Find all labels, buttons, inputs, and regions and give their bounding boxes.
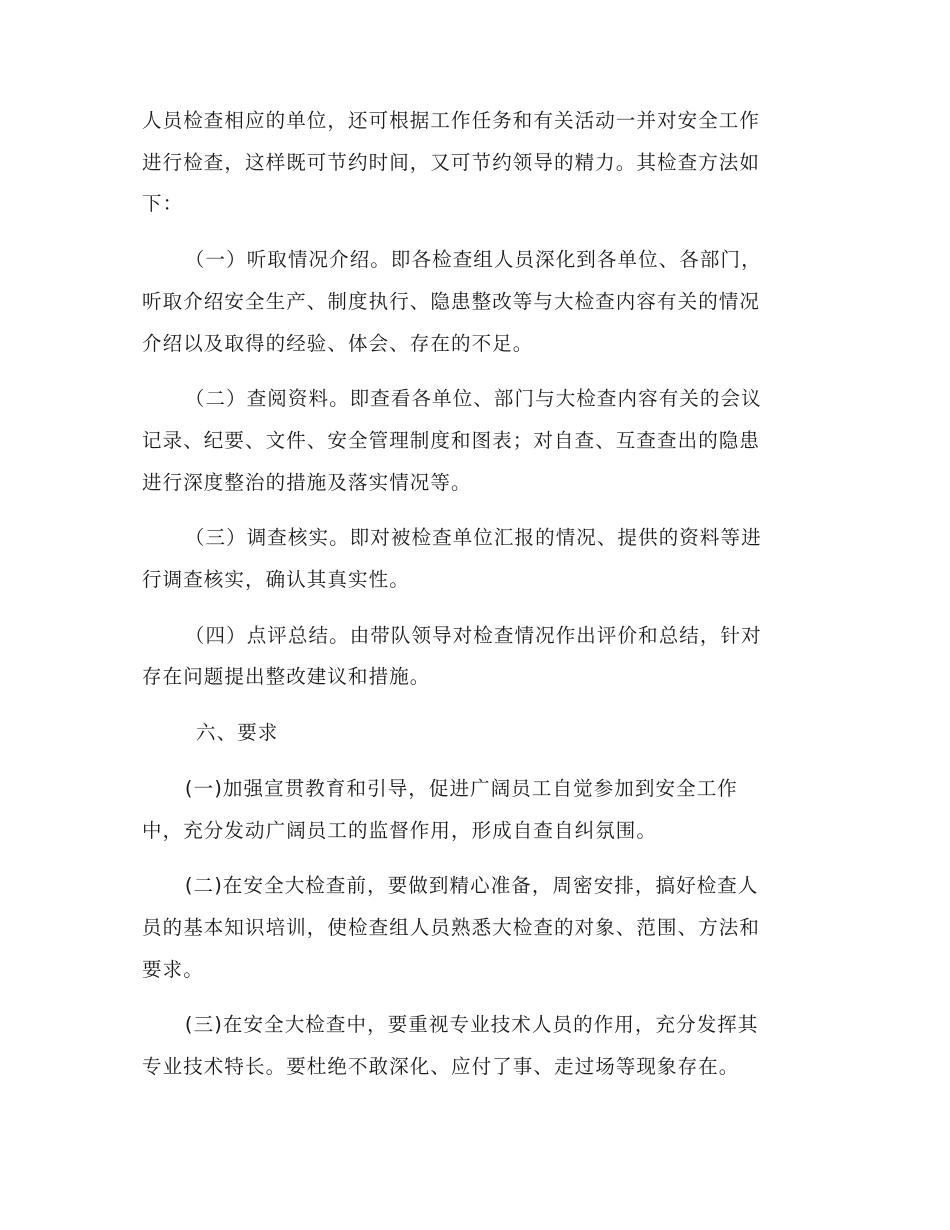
text-line: （一）听取情况介绍。即各检查组人员深化到各单位、各部门， — [184, 248, 762, 272]
text-line: 存在问题提出整改建议和措施。 — [142, 665, 431, 689]
paragraph-method-4 — [142, 615, 807, 698]
section-heading-requirements: 六、要求 — [196, 721, 279, 745]
text-line: 听取介绍安全生产、制度执行、隐患整改等与大检查内容有关的情况 — [142, 289, 761, 313]
text-line: 人员检查相应的单位，还可根据工作任务和有关活动一并对安全工作 — [142, 109, 761, 132]
text-line: （三）调查核实。即对被检查单位汇报的情况、提供的资料等进 — [184, 526, 762, 550]
text-line: （二）查阅资料。即查看各单位、部门与大检查内容有关的会议 — [184, 387, 762, 411]
text-line: 进行深度整治的措施及落实情况等。 — [142, 470, 472, 494]
text-line: （四）点评总结。由带队领导对检查情况作出评价和总结，针对 — [184, 623, 762, 647]
requirement-item-3 — [142, 1004, 807, 1087]
text-line: 记录、纪要、文件、安全管理制度和图表；对自查、互查查出的隐患 — [142, 428, 761, 452]
text-line: 行调查核实，确认其真实性。 — [142, 568, 410, 592]
requirement-item-1 — [142, 768, 807, 851]
document-body — [142, 100, 807, 1102]
text-line: (三)在安全大检查中，要重视专业技术人员的作用，充分发挥其 — [184, 1013, 759, 1037]
text-line: (二)在安全大检查前，要做到精心准备，周密安排，搞好检查人 — [184, 874, 759, 898]
text-line: 介绍以及取得的经验、体会、存在的不足。 — [142, 331, 534, 355]
text-line: 要求。 — [142, 957, 204, 981]
text-line: 进行检查，这样既可节约时间，又可节约领导的精力。其检查方法如 — [142, 150, 761, 174]
paragraph-inspection-scope — [142, 100, 807, 225]
text-line: 下： — [142, 192, 184, 216]
text-line: (一)加强宣贯教育和引导，促进广阔员工自觉参加到安全工作 — [184, 776, 738, 800]
paragraph-method-2 — [142, 378, 807, 503]
paragraph-method-1 — [142, 239, 807, 364]
text-line: 中，充分发动广阔员工的监督作用，形成自查自纠氛围。 — [142, 818, 658, 842]
text-line: 员的基本知识培训，使检查组人员熟悉大检查的对象、范围、方法和 — [142, 915, 761, 939]
text-line: 专业技术特长。要杜绝不敢深化、应付了事、走过场等现象存在。 — [142, 1055, 740, 1079]
paragraph-method-3 — [142, 517, 807, 600]
requirement-item-2 — [142, 865, 807, 990]
